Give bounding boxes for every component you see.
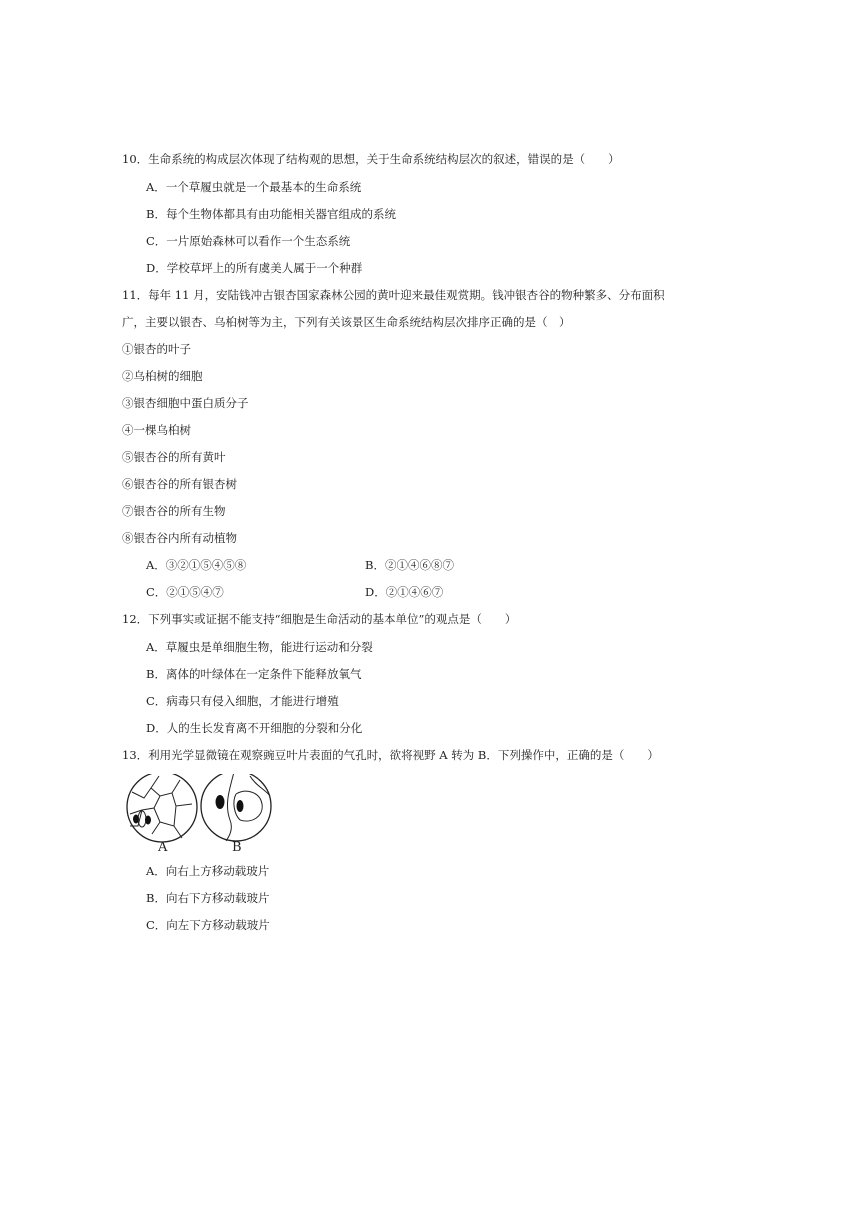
question-11-option-d: D．②①④⑥⑦ [365, 585, 444, 599]
question-12-stem: 12．下列事实或证据不能支持“细胞是生命活动的基本单位”的观点是（ ） [122, 612, 517, 626]
question-11-item-3: ③银杏细胞中蛋白质分子 [122, 396, 249, 410]
question-13-stem: 13．利用光学显微镜在观察豌豆叶片表面的气孔时，欲将视野 A 转为 B．下列操作中，正确的是（ ） [122, 748, 659, 762]
figure-label-a: A [158, 840, 168, 855]
question-11-item-6: ⑥银杏谷的所有银杏树 [122, 477, 237, 491]
question-11-item-7: ⑦银杏谷的所有生物 [122, 504, 226, 518]
question-11-option-c: C．②①⑤④⑦ [146, 585, 224, 599]
question-10-option-d: D．学校草坪上的所有虞美人属于一个种群 [146, 261, 363, 275]
question-11-option-b: B．②①④⑥⑧⑦ [365, 558, 454, 572]
question-10-option-c: C．一片原始森林可以看作一个生态系统 [146, 234, 351, 248]
question-10-option-b: B．每个生物体都具有由功能相关器官组成的系统 [146, 207, 396, 221]
question-11-item-8: ⑧银杏谷内所有动植物 [122, 531, 237, 545]
question-11-option-a: A．③②①⑤④⑤⑧ [146, 558, 247, 572]
question-11-item-5: ⑤银杏谷的所有黄叶 [122, 450, 226, 464]
question-11-item-2: ②乌桕树的细胞 [122, 369, 203, 383]
question-10-option-a: A．一个草履虫就是一个最基本的生命系统 [146, 180, 362, 194]
field-b-diagram [201, 774, 271, 841]
question-12-option-b: B．离体的叶绿体在一定条件下能释放氧气 [146, 667, 362, 681]
question-11-stem-line1: 11．每年 11 月，安陆钱冲古银杏国家森林公园的黄叶迎来最佳观赏期。钱冲银杏谷的物种繁多、分布面积 [122, 288, 665, 302]
question-13-option-c: C．向左下方移动载玻片 [146, 918, 270, 932]
question-13-option-a: A．向右上方移动载玻片 [146, 864, 270, 878]
question-11-item-4: ④一棵乌桕树 [122, 423, 191, 437]
microscope-fields-svg [124, 774, 284, 860]
field-a-diagram [127, 774, 197, 842]
question-12-option-a: A．草履虫是单细胞生物，能进行运动和分裂 [146, 640, 373, 654]
microscope-field-figure [124, 774, 284, 860]
question-10-stem: 10．生命系统的构成层次体现了结构观的思想，关于生命系统结构层次的叙述，错误的是（ ） [122, 152, 620, 166]
figure-label-b: B [232, 840, 242, 855]
question-12-option-c: C．病毒只有侵入细胞，才能进行增殖 [146, 694, 339, 708]
question-12-option-d: D．人的生长发育离不开细胞的分裂和分化 [146, 721, 363, 735]
question-11-stem-line2: 广，主要以银杏、乌桕树等为主，下列有关该景区生命系统结构层次排序正确的是（ ） [122, 315, 571, 329]
question-13-option-b: B．向右下方移动载玻片 [146, 891, 270, 905]
question-11-item-1: ①银杏的叶子 [122, 342, 191, 356]
